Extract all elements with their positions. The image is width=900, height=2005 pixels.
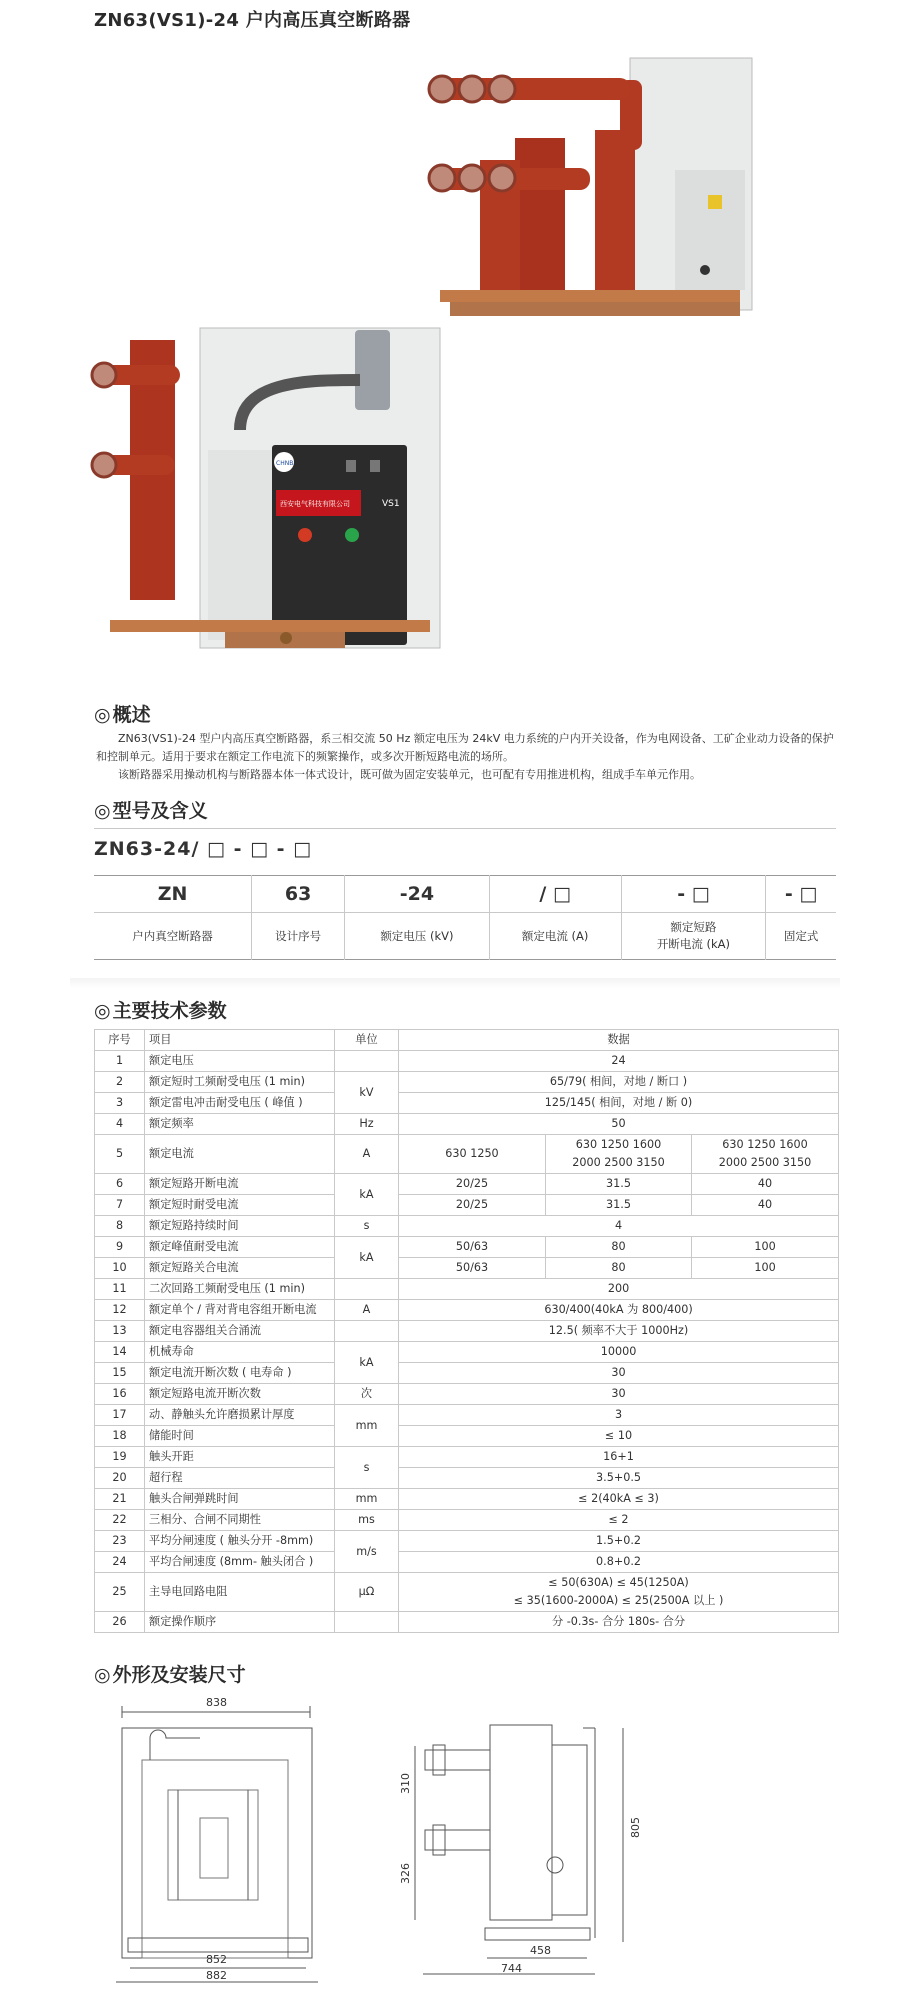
table-cell: 24 <box>399 1051 839 1072</box>
table-cell: 13 <box>95 1321 145 1342</box>
table-cell: 超行程 <box>145 1468 335 1489</box>
table-row <box>95 1573 839 1612</box>
table-cell: s <box>335 1447 399 1489</box>
table-row <box>95 1468 839 1489</box>
table-cell: 额定短路持续时间 <box>145 1216 335 1237</box>
section-model-heading: ◎ 型号及含义 <box>94 800 208 822</box>
table-cell: 主导电回路电阻 <box>145 1573 335 1612</box>
table-cell: 40 <box>692 1174 839 1195</box>
svg-text:805: 805 <box>629 1817 642 1838</box>
table-row <box>95 1447 839 1468</box>
model-part-meaning: 额定电压 (kV) <box>345 913 490 960</box>
table-cell: 分 -0.3s- 合分 180s- 合分 <box>399 1612 839 1633</box>
table-cell: 17 <box>95 1405 145 1426</box>
table-cell: 100 <box>692 1237 839 1258</box>
breaker-photo-rear <box>420 50 760 350</box>
svg-text:CHNB: CHNB <box>276 460 294 467</box>
table-cell <box>335 1321 399 1342</box>
table-cell: 630 1250 1600 2000 2500 3150 <box>546 1135 692 1174</box>
svg-text:458: 458 <box>530 1944 551 1957</box>
model-part: / □ <box>489 876 621 913</box>
table-cell: 动、静触头允许磨损累计厚度 <box>145 1405 335 1426</box>
overview-text <box>96 730 836 784</box>
table-cell: 额定单个 / 背对背电容组开断电流 <box>145 1300 335 1321</box>
overview-paragraph-2: 该断路器采用操动机构与断路器本体一体式设计，既可做为固定安装单元，也可配有专用推进机构，组成手车单元作用。 <box>118 768 701 781</box>
table-row <box>95 1405 839 1426</box>
table-cell: 22 <box>95 1510 145 1531</box>
table-row <box>95 1531 839 1552</box>
table-cell: 19 <box>95 1447 145 1468</box>
table-cell: 二次回路工频耐受电压 (1 min) <box>145 1279 335 1300</box>
model-part: - □ <box>766 876 836 913</box>
table-cell: 3 <box>95 1093 145 1114</box>
table-cell: 40 <box>692 1195 839 1216</box>
table-row <box>95 1279 839 1300</box>
svg-text:326: 326 <box>399 1863 412 1884</box>
table-cell: 18 <box>95 1426 145 1447</box>
table-cell: 14 <box>95 1342 145 1363</box>
table-cell: 触头开距 <box>145 1447 335 1468</box>
table-row <box>95 1612 839 1633</box>
table-cell: 额定短时耐受电流 <box>145 1195 335 1216</box>
table-cell: 100 <box>692 1258 839 1279</box>
table-cell: 9 <box>95 1237 145 1258</box>
table-cell: 20/25 <box>399 1195 546 1216</box>
table-cell: 25 <box>95 1573 145 1612</box>
table-cell: 1.5+0.2 <box>399 1531 839 1552</box>
table-cell: 21 <box>95 1489 145 1510</box>
table-cell: kA <box>335 1237 399 1279</box>
table-row <box>95 1174 839 1195</box>
table-cell: A <box>335 1300 399 1321</box>
table-cell: 12 <box>95 1300 145 1321</box>
section-dims-heading: ◎ 外形及安装尺寸 <box>94 1664 246 1686</box>
table-cell: 额定电流 <box>145 1135 335 1174</box>
table-cell: 65/79( 相间，对地 / 断口 ) <box>399 1072 839 1093</box>
svg-text:838: 838 <box>206 1696 227 1709</box>
table-cell: 30 <box>399 1384 839 1405</box>
table-cell: 50/63 <box>399 1237 546 1258</box>
model-part-meaning: 固定式 <box>766 913 836 960</box>
table-cell: 31.5 <box>546 1195 692 1216</box>
table-cell: 125/145( 相间，对地 / 断 0) <box>399 1093 839 1114</box>
table-cell: 31.5 <box>546 1174 692 1195</box>
front-dimension-drawing <box>110 1690 340 1990</box>
table-cell <box>335 1279 399 1300</box>
table-cell: 8 <box>95 1216 145 1237</box>
page-title: ZN63(VS1)-24 户内高压真空断路器 <box>94 10 411 31</box>
table-cell: 三相分、合闸不同期性 <box>145 1510 335 1531</box>
svg-text:VS1: VS1 <box>382 499 400 509</box>
table-row <box>95 1072 839 1093</box>
table-cell: mm <box>335 1405 399 1447</box>
table-cell: 50 <box>399 1114 839 1135</box>
svg-text:310: 310 <box>399 1773 412 1794</box>
model-part-meaning: 户内真空断路器 <box>94 913 252 960</box>
table-cell: 3.5+0.5 <box>399 1468 839 1489</box>
table-cell: 2 <box>95 1072 145 1093</box>
table-cell: 80 <box>546 1258 692 1279</box>
table-cell: 1 <box>95 1051 145 1072</box>
table-cell: 储能时间 <box>145 1426 335 1447</box>
model-part-meaning: 设计序号 <box>252 913 345 960</box>
table-row <box>95 1237 839 1258</box>
table-cell: 15 <box>95 1363 145 1384</box>
svg-text:882: 882 <box>206 1969 227 1982</box>
overview-paragraph-1: ZN63(VS1)-24 型户内高压真空断路器，系三相交流 50 Hz 额定电压为 24kV 电力系统的户内开关设备，作为电网设备、工矿企业动力设备的保护和控制单元。适用于要求在额定工作电流下的频繁操作，或多次开断短路电流的场所。 <box>96 732 834 763</box>
table-cell: 20/25 <box>399 1174 546 1195</box>
table-cell: m/s <box>335 1531 399 1573</box>
table-cell: 3 <box>399 1405 839 1426</box>
table-cell: A <box>335 1135 399 1174</box>
params-table <box>94 1029 839 1633</box>
table-cell: 10 <box>95 1258 145 1279</box>
table-row <box>95 1216 839 1237</box>
header-unit: 单位 <box>335 1030 399 1051</box>
table-cell: 额定电容器组关合涌流 <box>145 1321 335 1342</box>
model-code: ZN63-24/ □ - □ - □ <box>94 838 313 860</box>
table-cell: Hz <box>335 1114 399 1135</box>
table-row <box>95 1093 839 1114</box>
table-cell: 4 <box>399 1216 839 1237</box>
table-cell: 630/400(40kA 为 800/400) <box>399 1300 839 1321</box>
table-cell: 平均分闸速度 ( 触头分开 -8mm) <box>145 1531 335 1552</box>
table-cell: 额定短时工频耐受电压 (1 min) <box>145 1072 335 1093</box>
table-cell: 0.8+0.2 <box>399 1552 839 1573</box>
breaker-photo-front <box>90 320 450 660</box>
table-cell: 20 <box>95 1468 145 1489</box>
table-row <box>95 1135 839 1174</box>
svg-text:852: 852 <box>206 1953 227 1966</box>
table-row <box>95 1510 839 1531</box>
table-cell: 平均合闸速度 (8mm- 触头闭合 ) <box>145 1552 335 1573</box>
model-part-meaning: 额定短路 开断电流 (kA) <box>621 913 766 960</box>
table-cell: 额定电流开断次数 ( 电寿命 ) <box>145 1363 335 1384</box>
table-cell: 630 1250 1600 2000 2500 3150 <box>692 1135 839 1174</box>
table-row <box>95 1300 839 1321</box>
table-cell: 4 <box>95 1114 145 1135</box>
svg-text:744: 744 <box>501 1962 522 1975</box>
table-cell: 200 <box>399 1279 839 1300</box>
model-part: ZN <box>94 876 252 913</box>
table-cell: 额定电压 <box>145 1051 335 1072</box>
table-row <box>95 1552 839 1573</box>
table-cell: kA <box>335 1342 399 1384</box>
model-part: -24 <box>345 876 490 913</box>
table-cell: 30 <box>399 1363 839 1384</box>
model-meaning-table <box>94 875 836 960</box>
table-row <box>95 1051 839 1072</box>
table-cell: 次 <box>335 1384 399 1405</box>
model-part: - □ <box>621 876 766 913</box>
table-cell: 5 <box>95 1135 145 1174</box>
table-row <box>95 1342 839 1363</box>
svg-text:西安电气科技有限公司: 西安电气科技有限公司 <box>280 500 350 508</box>
section-separator <box>70 978 840 988</box>
table-row <box>95 1384 839 1405</box>
table-row <box>95 1363 839 1384</box>
table-cell <box>335 1051 399 1072</box>
table-cell: 额定雷电冲击耐受电压 ( 峰值 ) <box>145 1093 335 1114</box>
table-cell: 额定短路电流开断次数 <box>145 1384 335 1405</box>
section-params-heading: ◎ 主要技术参数 <box>94 1000 227 1022</box>
table-row <box>95 1114 839 1135</box>
table-cell: 6 <box>95 1174 145 1195</box>
table-cell: ≤ 50(630A) ≤ 45(1250A) ≤ 35(1600-2000A) ≤ 25(2500A 以上 ) <box>399 1573 839 1612</box>
table-cell: mm <box>335 1489 399 1510</box>
table-row <box>95 1258 839 1279</box>
model-part: 63 <box>252 876 345 913</box>
table-row <box>95 1426 839 1447</box>
table-cell: 16 <box>95 1384 145 1405</box>
table-cell: 24 <box>95 1552 145 1573</box>
table-cell: 50/63 <box>399 1258 546 1279</box>
table-cell: 额定频率 <box>145 1114 335 1135</box>
table-row <box>95 1489 839 1510</box>
table-cell: 额定短路开断电流 <box>145 1174 335 1195</box>
table-cell: 23 <box>95 1531 145 1552</box>
table-cell: 额定操作顺序 <box>145 1612 335 1633</box>
table-row <box>95 1321 839 1342</box>
table-cell: 26 <box>95 1612 145 1633</box>
table-cell: 触头合闸弹跳时间 <box>145 1489 335 1510</box>
table-cell: 12.5( 频率不大于 1000Hz) <box>399 1321 839 1342</box>
header-no: 序号 <box>95 1030 145 1051</box>
table-header-row <box>95 1030 839 1051</box>
table-cell: μΩ <box>335 1573 399 1612</box>
table-cell <box>335 1612 399 1633</box>
table-cell: ms <box>335 1510 399 1531</box>
side-dimension-drawing <box>395 1690 680 1990</box>
table-cell: 630 1250 <box>399 1135 546 1174</box>
table-row <box>95 1195 839 1216</box>
table-cell: 7 <box>95 1195 145 1216</box>
table-cell: ≤ 2(40kA ≤ 3) <box>399 1489 839 1510</box>
table-cell: 额定短路关合电流 <box>145 1258 335 1279</box>
section-overview-heading: ◎ 概述 <box>94 704 151 726</box>
divider <box>94 828 836 829</box>
header-item: 项目 <box>145 1030 335 1051</box>
table-cell: kV <box>335 1072 399 1114</box>
table-cell: ≤ 10 <box>399 1426 839 1447</box>
table-cell: 16+1 <box>399 1447 839 1468</box>
table-cell: 机械寿命 <box>145 1342 335 1363</box>
table-cell: 10000 <box>399 1342 839 1363</box>
header-data: 数据 <box>399 1030 839 1051</box>
table-cell: 11 <box>95 1279 145 1300</box>
table-cell: 80 <box>546 1237 692 1258</box>
table-cell: s <box>335 1216 399 1237</box>
table-cell: 额定峰值耐受电流 <box>145 1237 335 1258</box>
table-cell: kA <box>335 1174 399 1216</box>
table-cell: ≤ 2 <box>399 1510 839 1531</box>
model-part-meaning: 额定电流 (A) <box>489 913 621 960</box>
